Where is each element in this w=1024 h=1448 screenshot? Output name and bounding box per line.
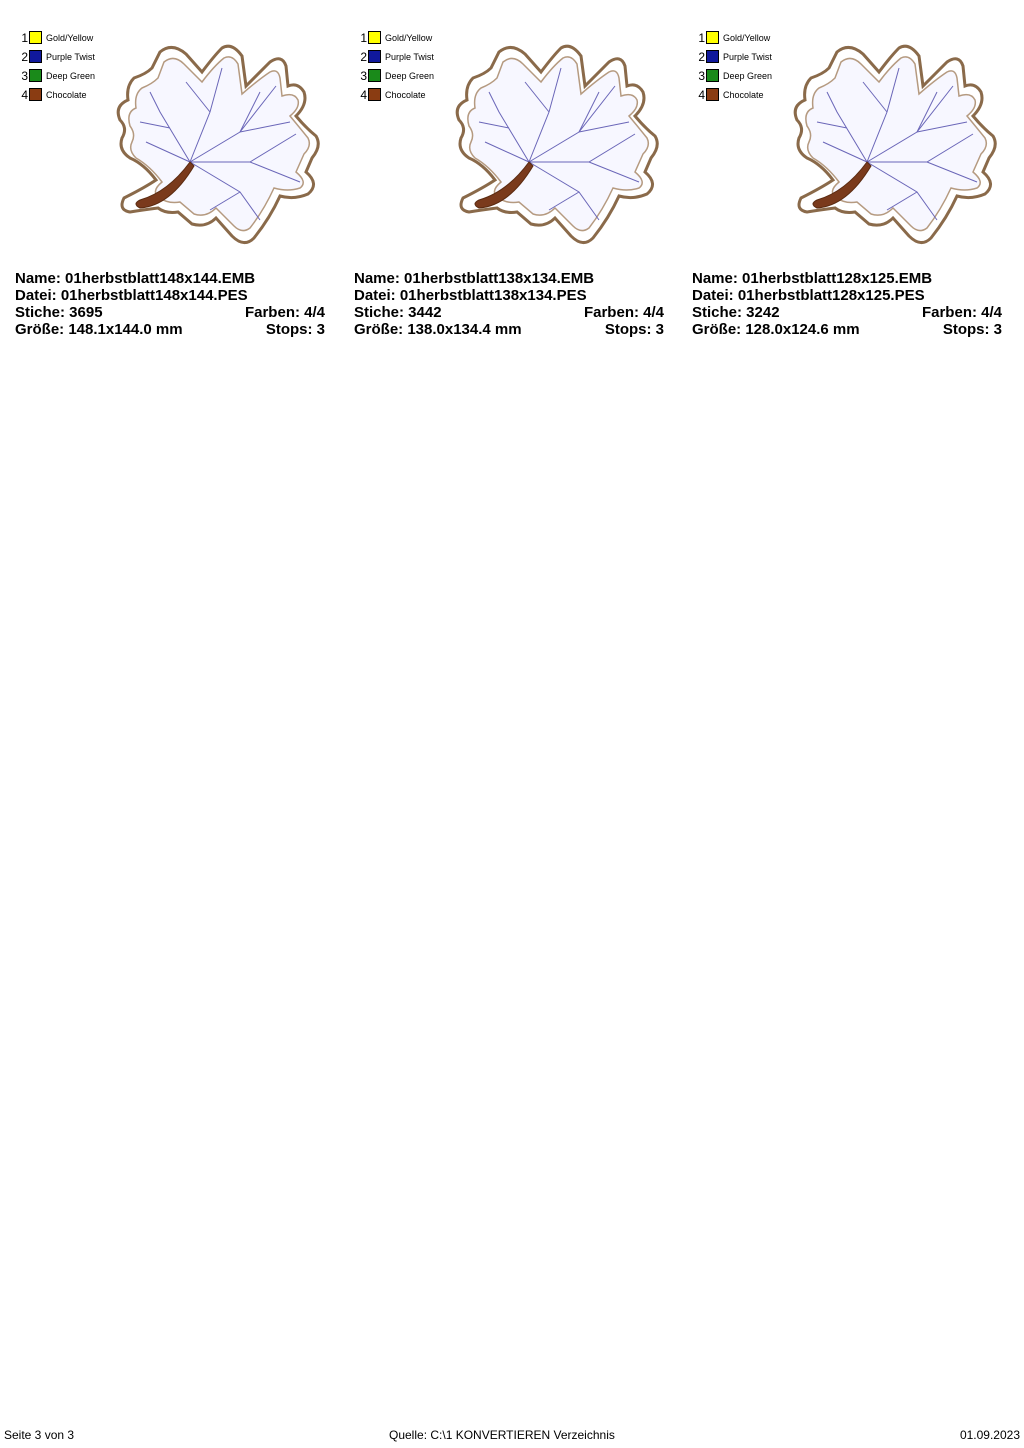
color-number: 3 [21, 68, 28, 83]
stitch-count: Stiche: 3442 [354, 304, 442, 321]
source-path: Quelle: C:\1 KONVERTIEREN Verzeichnis [389, 1428, 615, 1442]
color-number: 1 [360, 30, 367, 45]
color-count: Farben: 4/4 [244, 304, 325, 321]
color-legend [357, 28, 434, 104]
color-number: 3 [698, 68, 705, 83]
design-name: Name: 01herbstblatt138x134.EMB [354, 270, 595, 287]
color-name: Deep Green [723, 70, 773, 81]
color-number: 3 [360, 68, 367, 83]
color-count: Farben: 4/4 [921, 304, 1002, 321]
stop-count: Stops: 3 [265, 321, 325, 338]
stitch-count: Stiche: 3695 [15, 304, 103, 321]
color-name: Deep Green [46, 70, 96, 81]
stop-count: Stops: 3 [604, 321, 664, 338]
leaf-embroidery-preview [449, 42, 664, 248]
stop-count: Stops: 3 [942, 321, 1002, 338]
color-number: 2 [360, 49, 367, 64]
page-number: Seite 3 von 3 [4, 1428, 75, 1442]
color-swatch [706, 88, 719, 101]
color-name: Deep Green [385, 70, 435, 81]
color-name: Purple Twist [46, 51, 95, 62]
color-number: 1 [698, 30, 705, 45]
legend-item [18, 85, 95, 104]
legend-item [695, 47, 772, 66]
color-name: Chocolate [46, 89, 87, 100]
design-name: Name: 01herbstblatt128x125.EMB [692, 270, 933, 287]
legend-item [695, 28, 772, 47]
legend-item [695, 66, 772, 85]
legend-item [18, 66, 95, 85]
color-name: Chocolate [385, 89, 426, 100]
color-legend [695, 28, 772, 104]
legend-item [357, 66, 434, 85]
color-number: 4 [360, 87, 367, 102]
color-legend [18, 28, 95, 104]
color-name: Gold/Yellow [46, 32, 94, 43]
color-swatch [368, 31, 381, 44]
color-name: Purple Twist [385, 51, 434, 62]
color-swatch [29, 50, 42, 63]
design-file: Datei: 01herbstblatt148x144.PES [15, 287, 248, 304]
color-number: 4 [698, 87, 705, 102]
legend-item [357, 47, 434, 66]
design-file: Datei: 01herbstblatt128x125.PES [692, 287, 925, 304]
leaf-embroidery-preview [110, 42, 325, 248]
design-card [0, 0, 330, 345]
color-number: 4 [21, 87, 28, 102]
color-name: Gold/Yellow [385, 32, 433, 43]
design-info [354, 270, 664, 338]
color-name: Purple Twist [723, 51, 772, 62]
design-card [339, 0, 669, 345]
legend-item [18, 28, 95, 47]
color-swatch [706, 50, 719, 63]
print-date: 01.09.2023 [959, 1428, 1020, 1442]
color-swatch [706, 31, 719, 44]
legend-item [18, 47, 95, 66]
color-name: Chocolate [723, 89, 764, 100]
design-info [15, 270, 325, 338]
color-swatch [368, 88, 381, 101]
legend-item [357, 28, 434, 47]
leaf-embroidery-preview [787, 42, 1002, 248]
design-file: Datei: 01herbstblatt138x134.PES [354, 287, 587, 304]
color-swatch [368, 69, 381, 82]
color-count: Farben: 4/4 [583, 304, 664, 321]
design-size: Größe: 138.0x134.4 mm [354, 321, 522, 338]
design-card [677, 0, 1007, 345]
color-name: Gold/Yellow [723, 32, 771, 43]
color-swatch [29, 88, 42, 101]
color-number: 1 [21, 30, 28, 45]
design-info [692, 270, 1002, 338]
design-size: Größe: 148.1x144.0 mm [15, 321, 183, 338]
stitch-count: Stiche: 3242 [692, 304, 780, 321]
legend-item [357, 85, 434, 104]
color-swatch [706, 69, 719, 82]
design-name: Name: 01herbstblatt148x144.EMB [15, 270, 256, 287]
color-swatch [368, 50, 381, 63]
color-number: 2 [21, 49, 28, 64]
legend-item [695, 85, 772, 104]
color-swatch [29, 31, 42, 44]
color-number: 2 [698, 49, 705, 64]
design-size: Größe: 128.0x124.6 mm [692, 321, 860, 338]
color-swatch [29, 69, 42, 82]
